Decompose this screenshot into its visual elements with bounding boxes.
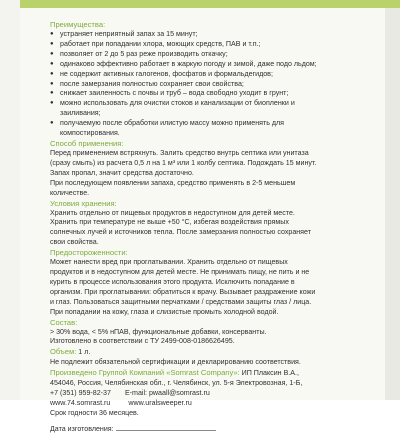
storage-line: Хранить при температуре не выше +50 °С, избегая воздействия прямых: [50, 218, 289, 227]
manufacturer-label: Произведено Группой Компаний «Somrast Company»:: [50, 368, 240, 378]
list-item: ● можно использовать для очистки стоков и канализации от биопленки и: [50, 99, 295, 108]
warning-line: При попадании на кожу, глаза и слизистые промыть холодной водой.: [50, 307, 279, 316]
list-item-continuation: заиливания;: [60, 109, 101, 118]
label-text-content: [50, 20, 380, 435]
warning-line: Может нанести вред при проглатывании. Хранить отдельно от пищевых: [50, 258, 288, 267]
bullet-icon: ●: [50, 80, 54, 87]
storage-heading: Условия хранения:: [50, 198, 117, 208]
storage-line: свои свойства.: [50, 238, 99, 247]
production-date-blank: [116, 425, 216, 431]
usage-heading: Способ применения:: [50, 138, 124, 148]
list-item: ● после замерзания полностью сохраняет свои свойства;: [50, 79, 244, 88]
warning-line: организм. При проглатывании: обратиться к врачу. Вызывает раздражение кожи: [50, 287, 316, 296]
manufacturer-site-1: www.74.somrast.ru: [50, 398, 111, 407]
benefits-heading: Преимущества:: [50, 20, 106, 29]
email-label: E-mail:: [124, 389, 148, 397]
volume-value: 1 л.: [76, 348, 91, 357]
label-top-green-band: [20, 0, 400, 8]
usage-line: Перед применением встряхнуть. Залить средство внутрь септика или унитаза: [50, 148, 309, 157]
manufacturer-email: pwaall@somrast.ru: [147, 389, 210, 397]
manufacturer-phone: +7 (351) 959-82-37: [50, 389, 111, 397]
composition-heading: Состав:: [50, 317, 78, 327]
storage-line: солнечных лучей и источников тепла. После замерзания полностью сохраняет: [50, 228, 311, 237]
manufacturer-contacts: [50, 389, 380, 399]
bullet-icon: ●: [50, 40, 54, 47]
bullet-icon: ●: [50, 100, 54, 107]
bullet-icon: ●: [50, 31, 54, 37]
bullet-icon: ●: [50, 120, 54, 127]
warning-line: продуктов и в недоступном для детей месте. Не принимать пищу, не пить и не: [50, 268, 310, 277]
list-item: ● получаемую после обработки илистую массу можно применять для: [50, 119, 285, 128]
bullet-icon: ●: [50, 70, 54, 77]
warning-line: и глаз. Пользоваться защитными перчатками / средствами защиты глаз / лица.: [50, 297, 312, 306]
manufacturer-value: ИП Плаксин В.А.,: [239, 369, 299, 378]
usage-line: При последующем появлении запаха, средство применять в 2-5 меньшем: [50, 178, 296, 187]
composition-line: Изготовлено в соответствии с ТУ 2499-008-0186626495.: [50, 337, 235, 346]
list-item: ● позволяет от 2 до 5 раз реже производить откачку;: [50, 49, 228, 58]
certification-text: Не подлежит обязательной сертификации и декларированию соответствия.: [50, 358, 301, 367]
composition-line: > 30% вода, < 5% нПАВ, функциональные добавки, консерванты.: [50, 327, 267, 336]
label-left-edge: [0, 0, 20, 400]
manufacturer-address: 454046, Россия, Челябинская обл., г. Челябинск, ул. 5-я Электровозная, 1-Б,: [50, 379, 303, 388]
manufacturer-sites: [50, 399, 380, 409]
warning-line: курить в процессе использования этого продукта. Исключить попадание в: [50, 277, 295, 286]
bullet-icon: ●: [50, 50, 54, 57]
manufacturer-site-2: www.uralsweeper.ru: [128, 398, 192, 407]
production-date-row: [50, 425, 380, 435]
storage-line: Хранить отдельно от пищевых продуктов в недоступном для детей месте.: [50, 208, 295, 217]
warning-heading: Предостороженности:: [50, 248, 128, 258]
volume-row: [50, 347, 380, 358]
usage-line: Запах пропал, значит средства достаточно.: [50, 168, 194, 177]
list-item: ● устраняет неприятный запах за 15 минут;: [50, 30, 198, 38]
usage-line: количестве.: [50, 188, 90, 197]
label-right-edge: [385, 0, 400, 400]
list-item: ● одинаково эффективно работает в жаркую погоду и зимой, даже подо льдом;: [50, 59, 317, 68]
bullet-icon: ●: [50, 90, 54, 97]
usage-line: (сразу смыть) из расчета 0,5 л на 1 м³ или 1 колбу септика. Подождать 15 минут.: [50, 158, 317, 167]
volume-label: Объем:: [50, 347, 77, 357]
list-item: ● снижает заиленность с почвы и труб – вода свободно уходит в грунт;: [50, 89, 289, 98]
list-item-continuation: компостирования.: [60, 129, 120, 138]
benefits-list: [50, 30, 380, 139]
list-item: ● работает при попадании хлора, моющих средств, ПАВ и т.п.;: [50, 39, 261, 48]
shelf-life: Срок годности 36 месяцев.: [50, 408, 139, 417]
production-date-label: Дата изготовления:: [50, 424, 114, 433]
bullet-icon: ●: [50, 60, 54, 67]
manufacturer-row: [50, 368, 380, 379]
list-item: ● не содержит активных галогенов, фосфатов и формальдегидов;: [50, 69, 273, 78]
